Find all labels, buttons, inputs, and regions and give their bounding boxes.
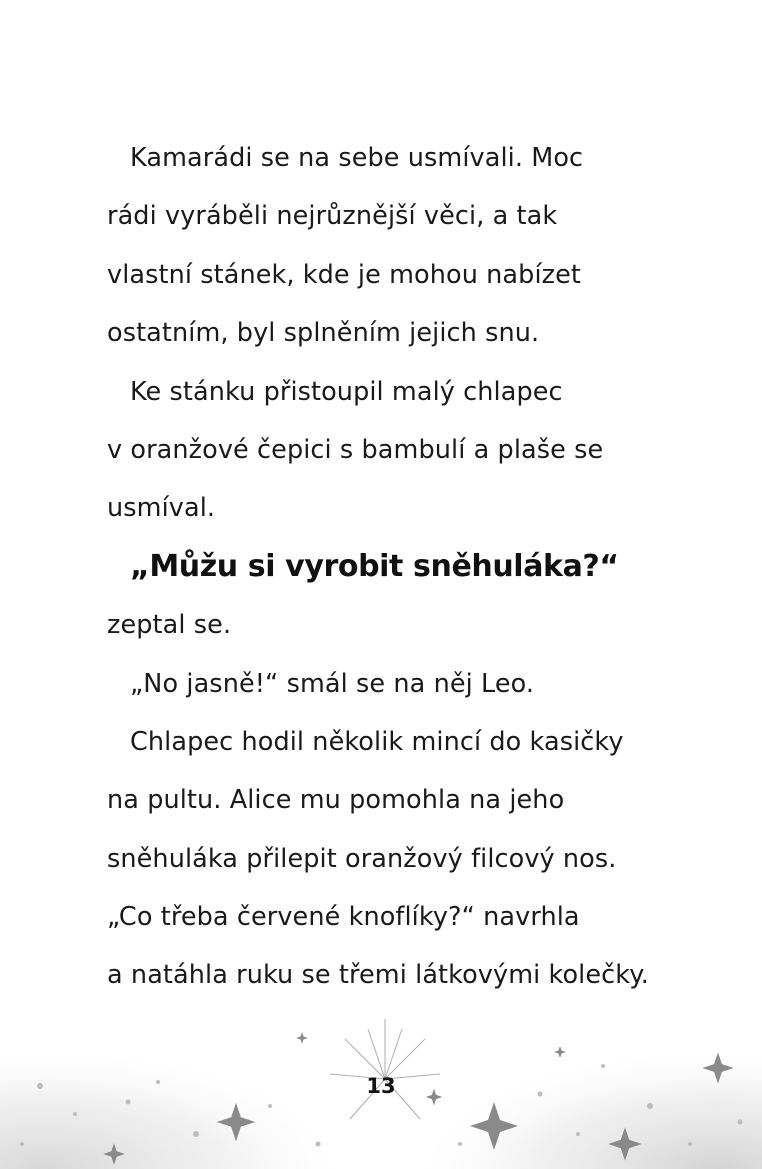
paragraph-line-5: Ke stánku přistoupil malý chlapec <box>130 376 563 407</box>
snow-dot <box>458 1142 462 1146</box>
emphasized-quote: „Můžu si vyrobit sněhuláka?“ <box>130 548 619 584</box>
paragraph-line-1: Kamarádi se na sebe usmívali. Moc <box>130 143 584 173</box>
snow-dot <box>576 1132 580 1136</box>
snow-dot <box>647 1103 653 1109</box>
snow-dot <box>688 1142 692 1146</box>
paragraph-line-12: na pultu. Alice mu pomohla na jeho <box>107 785 565 816</box>
snow-dot <box>193 1131 199 1137</box>
paragraph-line-15: a natáhla ruku se třemi látkovými kolečky. <box>107 960 649 991</box>
paragraph-line-10: „No jasně!“ smál se na něj Leo. <box>130 668 535 699</box>
snow-dot <box>20 1142 24 1146</box>
paragraph-line-4: ostatním, byl splněním jejich snu. <box>107 318 540 349</box>
snow-dot <box>738 1120 743 1125</box>
paragraph-line-2: rádi vyráběli nejrůznější věci, a tak <box>107 201 558 232</box>
page-number: 13 <box>366 1074 396 1098</box>
paragraph-line-14: „Co třeba červené knoflíky?“ navrhla <box>107 902 580 933</box>
paragraph-line-9: zeptal se. <box>107 610 232 641</box>
snow-dot <box>126 1100 131 1105</box>
paragraph-line-13: sněhuláka přilepit oranžový filcový nos. <box>107 843 617 874</box>
snow-dot <box>316 1142 321 1147</box>
snow-dot <box>268 1104 272 1108</box>
paragraph-line-3: vlastní stánek, kde je mohou nabízet <box>107 259 582 290</box>
paragraph-line-11: Chlapec hodil několik mincí do kasičky <box>130 726 624 757</box>
snow-dot <box>601 1064 605 1068</box>
story-text <box>107 133 707 1009</box>
snow-dot <box>73 1112 77 1116</box>
paragraph-line-6: v oranžové čepici s bambulí a plaše se <box>107 434 604 465</box>
paragraph-line-7: usmíval. <box>107 493 216 524</box>
